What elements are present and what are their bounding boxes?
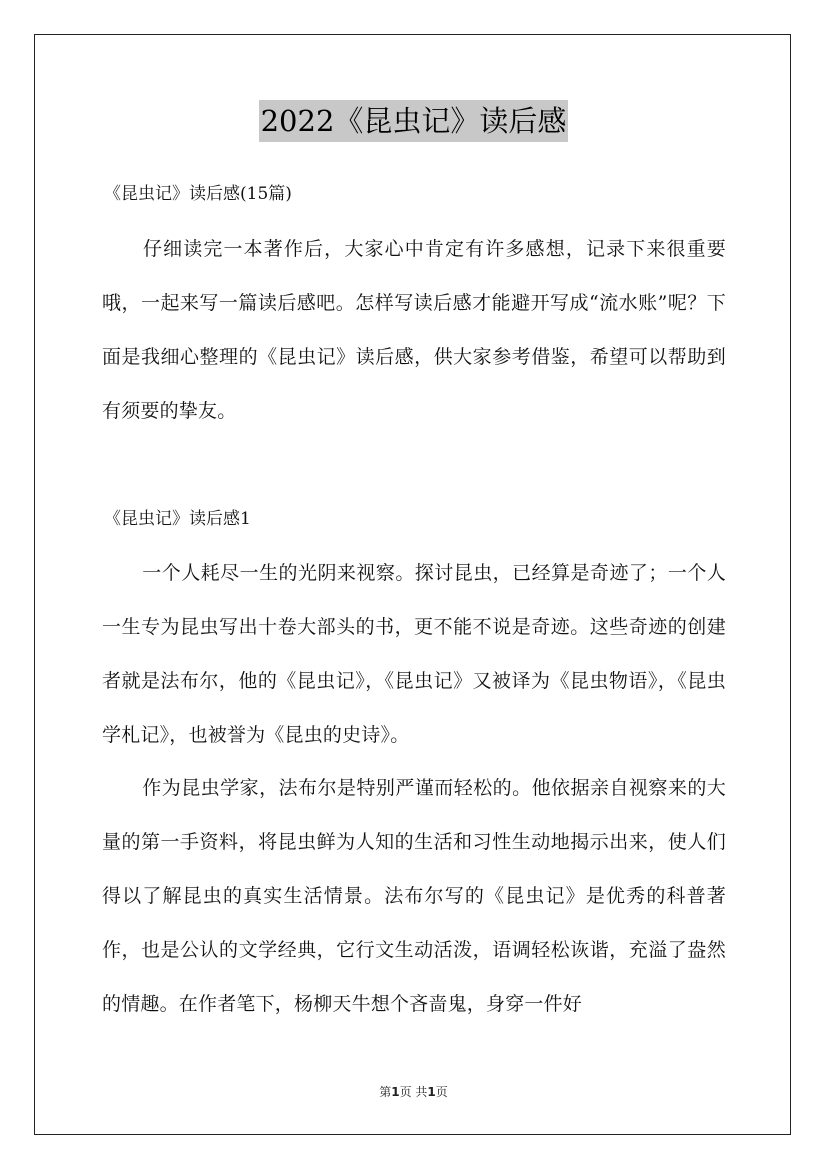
- section-heading: 《昆虫记》读后感1: [104, 509, 251, 529]
- footer-total-pages: 1: [427, 1085, 436, 1099]
- document-subtitle: 《昆虫记》读后感(15篇): [104, 184, 292, 204]
- body-paragraph-2: [102, 761, 726, 1031]
- intro-text: 仔细读完一本著作后，大家心中肯定有许多感想，记录下来很重要哦，一起来写一篇读后感吧。怎样写读后感才能避开写成“流水账”呢？下面是我细心整理的《昆虫记》读后感，供大家参考借鉴，希望可以帮助到有须要的挚友。: [102, 238, 726, 422]
- footer-page-mid: 页 共: [399, 1085, 428, 1099]
- footer-page-prefix: 第: [379, 1085, 392, 1099]
- document-title: 2022《昆虫记》读后感: [259, 100, 569, 142]
- page-footer: [0, 1083, 827, 1100]
- body-text-2: 作为昆虫学家，法布尔是特别严谨而轻松的。他依据亲自视察来的大量的第一手资料，将昆虫鲜为人知的生活和习性生动地揭示出来，使人们得以了解昆虫的真实生活情景。法布尔写的《昆虫记》是优秀的科普著作，也是公认的文学经典，它行文生动活泼，语调轻松诙谐，充溢了盎然的情趣。在作者笔下，杨柳天牛想个吝啬鬼，身穿一件好: [102, 777, 726, 1015]
- footer-page-number: 1: [391, 1085, 400, 1099]
- body-paragraph-1: [102, 546, 726, 762]
- footer-page-suffix: 页: [435, 1085, 448, 1099]
- title-container: [0, 100, 827, 142]
- body-text-1: 一个人耗尽一生的光阴来视察。探讨昆虫，已经算是奇迹了；一个人一生专为昆虫写出十卷大部头的书，更不能不说是奇迹。这些奇迹的创建者就是法布尔，他的《昆虫记》，《昆虫记》又被译为《昆虫物语》，《昆虫学札记》，也被誉为《昆虫的史诗》。: [102, 562, 726, 746]
- intro-paragraph: [102, 222, 726, 438]
